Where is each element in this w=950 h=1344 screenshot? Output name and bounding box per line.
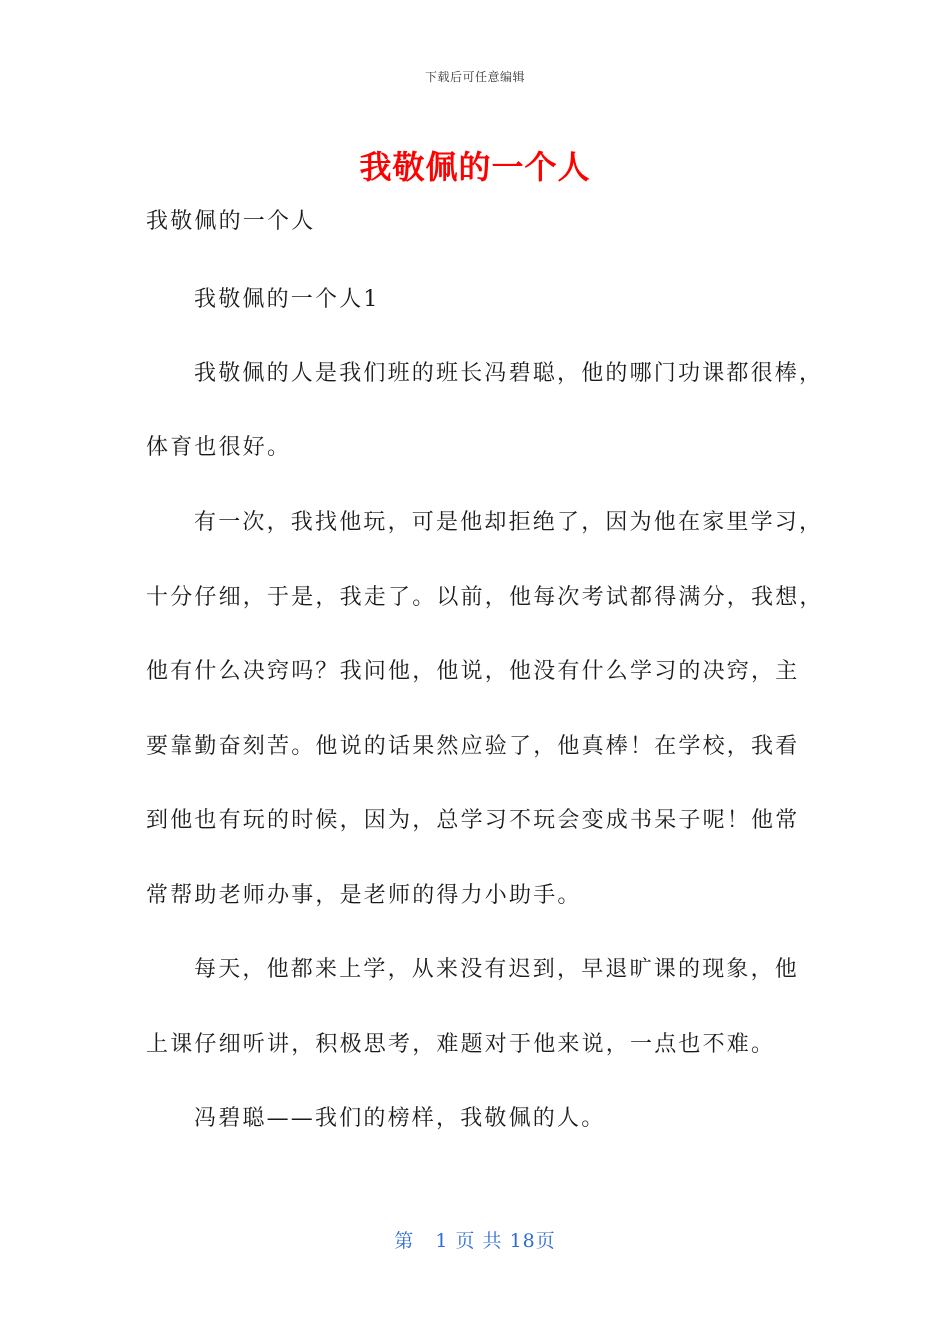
footer-middle: 页 共	[455, 1230, 503, 1252]
body-line: 我敬佩的人是我们班的班长冯碧聪，他的哪门功课都很棒，	[194, 361, 824, 386]
document-title: 我敬佩的一个人	[359, 148, 591, 186]
body-line: 上课仔细听讲，积极思考，难题对于他来说，一点也不难。	[146, 1032, 776, 1057]
footer-prefix: 第	[394, 1230, 415, 1252]
body-line: 常帮助老师办事，是老师的得力小助手。	[146, 883, 582, 908]
body-line-section-heading: 我敬佩的一个人1	[194, 287, 380, 312]
body-line: 每天，他都来上学，从来没有迟到，早退旷课的现象，他	[194, 957, 800, 982]
body-line-subtitle: 我敬佩的一个人	[146, 209, 316, 234]
body-line: 冯碧聪——我们的榜样，我敬佩的人。	[194, 1106, 606, 1131]
footer-current-page: 1	[435, 1230, 449, 1252]
body-line: 有一次，我找他玩，可是他却拒绝了，因为他在家里学习，	[194, 510, 824, 535]
body-line: 体育也很好。	[146, 435, 292, 460]
header-note: 下载后可任意编辑	[424, 70, 525, 84]
footer-suffix: 页	[535, 1230, 556, 1252]
body-line: 到他也有玩的时候，因为，总学习不玩会变成书呆子呢！他常	[146, 808, 800, 833]
body-line: 要靠勤奋刻苦。他说的话果然应验了，他真棒！在学校，我看	[146, 734, 800, 759]
body-line: 十分仔细，于是，我走了。以前，他每次考试都得满分，我想，	[146, 585, 824, 610]
page-footer	[0, 1226, 950, 1253]
body-line: 他有什么决窍吗？我问他，他说，他没有什么学习的决窍，主	[146, 659, 800, 684]
footer-total-pages: 18	[509, 1230, 536, 1252]
